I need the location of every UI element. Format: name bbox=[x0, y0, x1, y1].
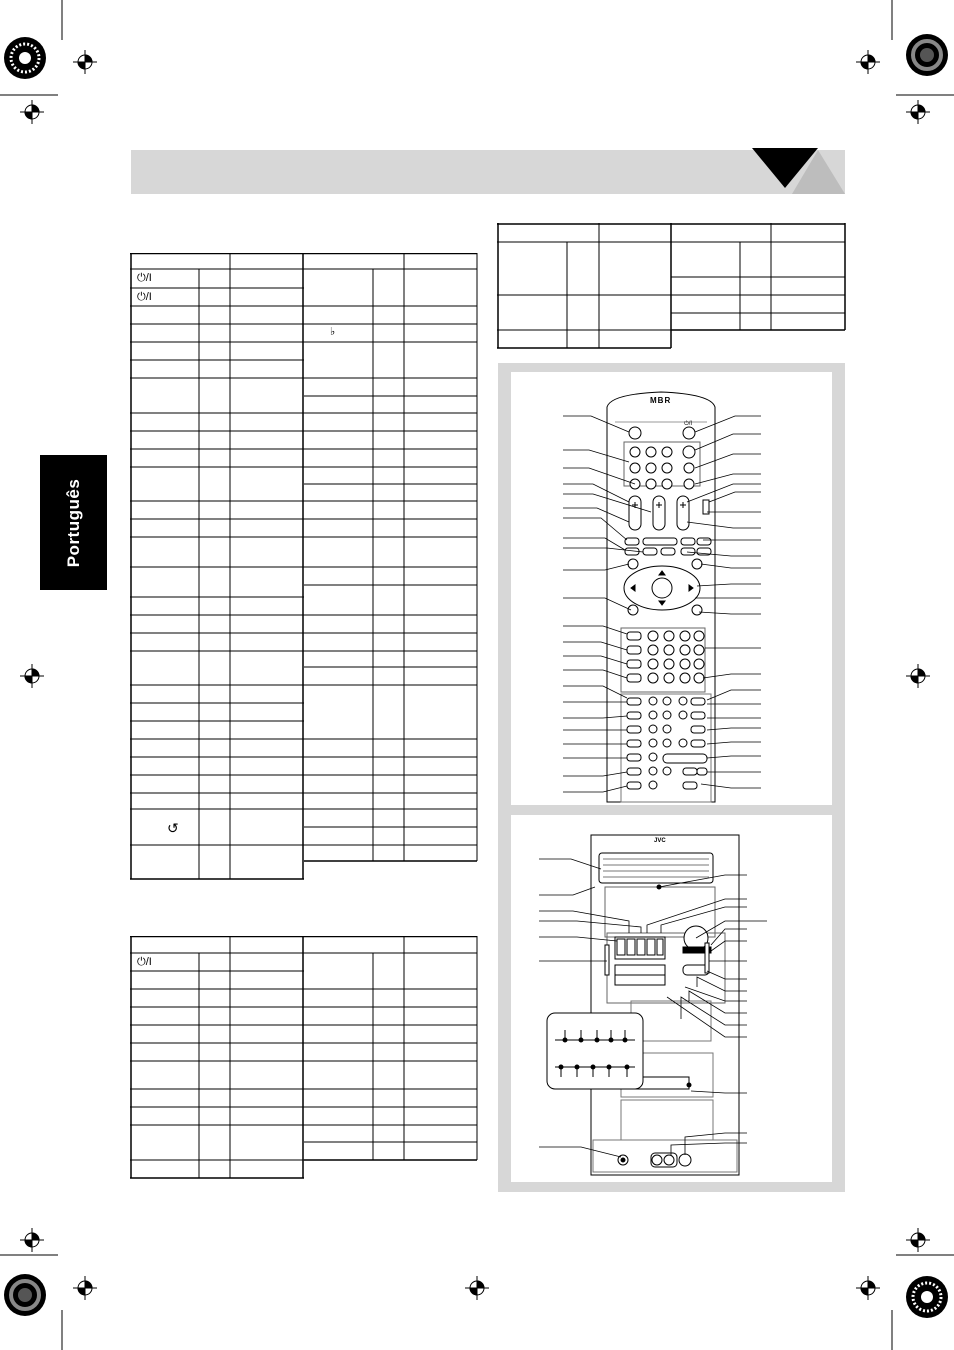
remote-standby-label: ⏻/I bbox=[684, 421, 693, 427]
remote-control-illustration bbox=[511, 372, 832, 805]
index-table-remote-extra bbox=[497, 223, 847, 349]
power-symbol-1: ⏻/I bbox=[137, 272, 152, 284]
language-label: Português bbox=[63, 478, 83, 567]
index-table-unit bbox=[130, 936, 478, 1182]
flat-symbol: ♭ bbox=[330, 326, 336, 338]
section-header-band bbox=[131, 150, 845, 194]
language-side-tab bbox=[40, 455, 107, 590]
main-unit-illustration bbox=[511, 815, 832, 1182]
index-table-remote bbox=[130, 253, 478, 881]
remote-brand-logo: MBR bbox=[650, 396, 672, 405]
unit-brand-logo: JVC bbox=[654, 838, 666, 844]
power-symbol-3: ⏻/I bbox=[137, 956, 152, 968]
power-symbol-2: ⏻/I bbox=[137, 291, 152, 303]
return-symbol: ↺ bbox=[167, 820, 179, 836]
continue-arrow-icon bbox=[752, 148, 847, 196]
